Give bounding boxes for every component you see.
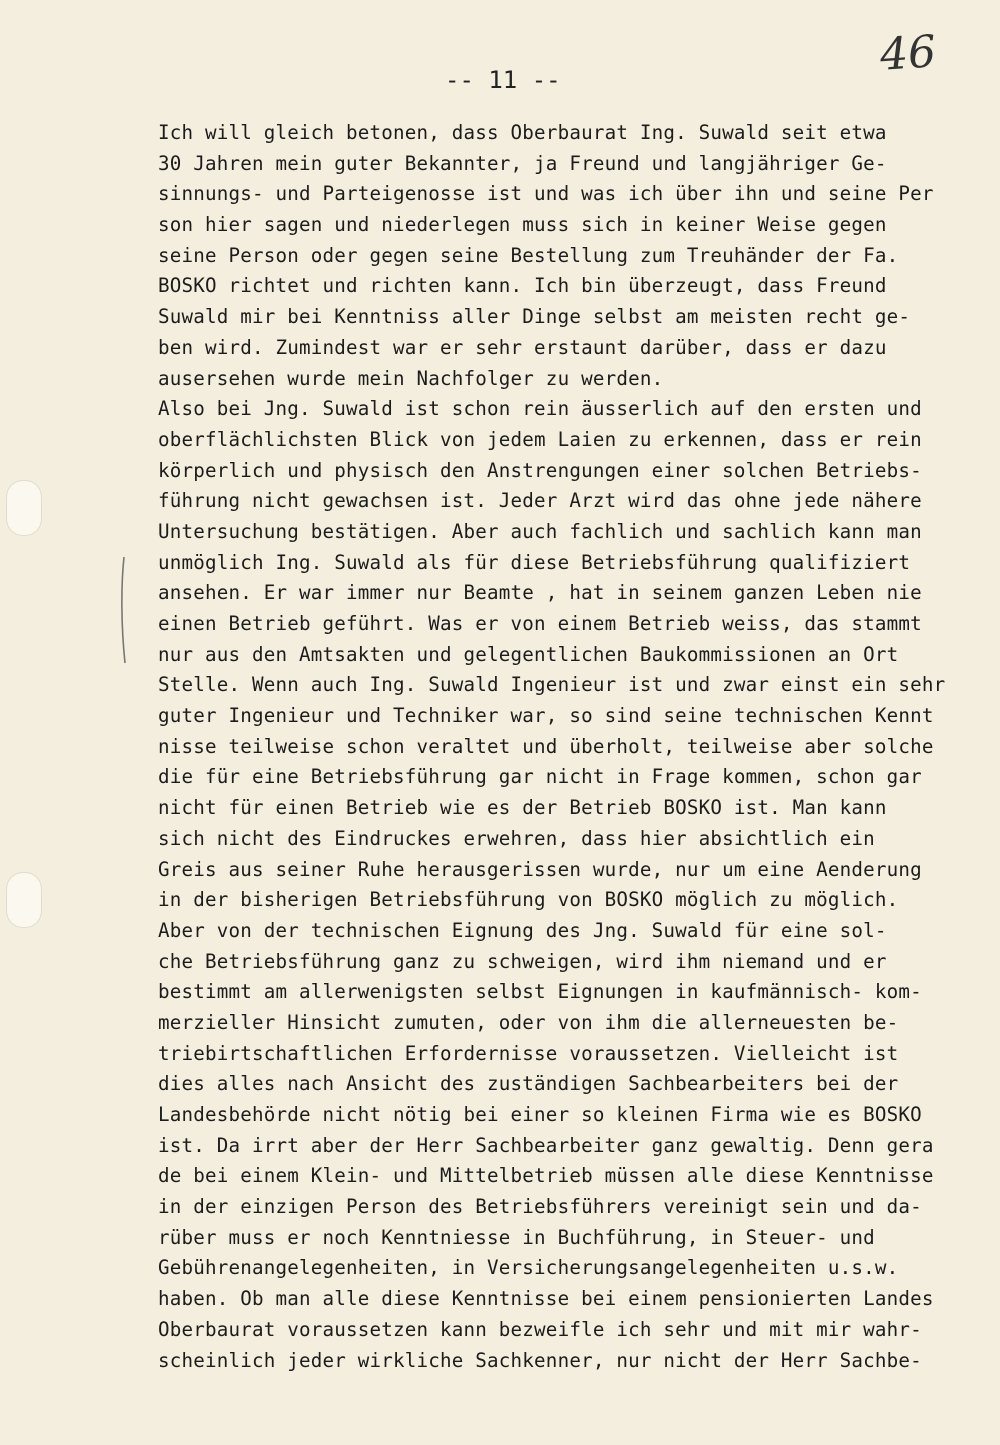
text-line: Gebührenangelegenheiten, in Versicherungsangelegenheiten u.s.w. [158,1256,899,1280]
text-line: bestimmt am allerwenigsten selbst Eignungen in kaufmännisch- kom- [158,980,922,1004]
text-line: die für eine Betriebsführung gar nicht in Frage kommen, schon gar [158,765,922,789]
text-line: merzieller Hinsicht zumuten, oder von ihm die allerneuesten be- [158,1010,899,1034]
text-line: körperlich und physisch den Anstrengungen einer solchen Betriebs- [158,458,922,482]
margin-pencil-mark [118,555,128,665]
text-line: Landesbehörde nicht nötig bei einer so kleinen Firma wie es BOSKO [158,1103,922,1126]
text-line: sinnungs- und Parteigenosse ist und was ich über ihn und seine Per [158,182,934,206]
text-line: guter Ingenieur und Techniker war, so sind seine technischen Kennt [158,704,934,728]
text-line: rüber muss er noch Kenntniesse in Buchführung, in Steuer- und [158,1225,875,1249]
text-line: nicht für einen Betrieb wie es der Betrieb BOSKO ist. Man kann [158,796,887,820]
text-line: sich nicht des Eindruckes erwehren, dass hier absichtlich ein [158,826,875,850]
text-line: haben. Ob man alle diese Kenntnisse bei einem pensionierten Landes [158,1287,934,1311]
text-line: nisse teilweise schon veraltet und überholt, teilweise aber solche [158,734,934,758]
text-line: Stelle. Wenn auch Ing. Suwald Ingenieur ist und zwar einst ein sehr [158,673,946,697]
text-line: de bei einem Klein- und Mittelbetrieb müssen alle diese Kenntnisse [158,1164,934,1188]
text-line: ben wird. Zumindest war er sehr erstaunt darüber, dass er dazu [158,335,887,359]
letter-body [158,118,1000,1376]
text-line: einen Betrieb geführt. Was er von einem Betrieb weiss, das stammt [158,612,922,635]
text-line: ansehen. Er war immer nur Beamte , hat in seinem ganzen Leben nie [158,581,922,605]
text-line: unmöglich Ing. Suwald als für diese Betriebsführung qualifiziert [158,550,911,574]
text-line: scheinlich jeder wirkliche Sachkenner, nur nicht der Herr Sachbe- [158,1348,922,1372]
text-line: ausersehen wurde mein Nachfolger zu werden. [158,366,664,390]
text-line: ist. Da irrt aber der Herr Sachbearbeiter ganz gewaltig. Denn gera [158,1133,934,1157]
text-line: Greis aus seiner Ruhe herausgerissen wurde, nur um eine Aenderung [158,857,922,881]
text-line: son hier sagen und niederlegen muss sich in keiner Weise gegen [158,213,887,237]
handwritten-folio-number: 46 [878,26,938,81]
text-line: Suwald mir bei Kenntniss aller Dinge selbst am meisten recht ge- [158,305,911,329]
text-line: Aber von der technischen Eignung des Jng. Suwald für eine sol- [158,918,887,942]
text-line: BOSKO richtet und richten kann. Ich bin überzeugt, dass Freund [158,274,887,298]
text-line: Untersuchung bestätigen. Aber auch fachlich und sachlich kann man [158,519,922,543]
text-line: Ich will gleich betonen, dass Oberbaurat Ing. Suwald seit etwa [158,121,887,144]
punch-hole-bottom [6,872,42,928]
page-number: -- 11 -- [445,66,561,94]
text-line: Oberbaurat voraussetzen kann bezweifle ich sehr und mit mir wahr- [158,1317,922,1341]
text-line: seine Person oder gegen seine Bestellung zum Treuhänder der Fa. [158,243,899,267]
text-line: nur aus den Amtsakten und gelegentlichen Baukommissionen an Ort [158,642,899,666]
text-line: che Betriebsführung ganz zu schweigen, wird ihm niemand und er [158,949,887,973]
text-line: 30 Jahren mein guter Bekannter, ja Freund und langjähriger Ge- [158,151,887,175]
text-line: Also bei Jng. Suwald ist schon rein äusserlich auf den ersten und [158,397,922,421]
text-line: führung nicht gewachsen ist. Jeder Arzt wird das ohne jede nähere [158,489,922,513]
text-line: in der einzigen Person des Betriebsführers vereinigt sein und da- [158,1195,922,1219]
punch-hole-top [6,480,42,536]
text-line: in der bisherigen Betriebsführung von BOSKO möglich zu möglich. [158,888,899,912]
text-line: triebirtschaftlichen Erfordernisse voraussetzen. Vielleicht ist [158,1041,899,1065]
text-line: oberflächlichsten Blick von jedem Laien zu erkennen, dass er rein [158,427,922,451]
text-line: dies alles nach Ansicht des zuständigen Sachbearbeiters bei der [158,1072,899,1096]
